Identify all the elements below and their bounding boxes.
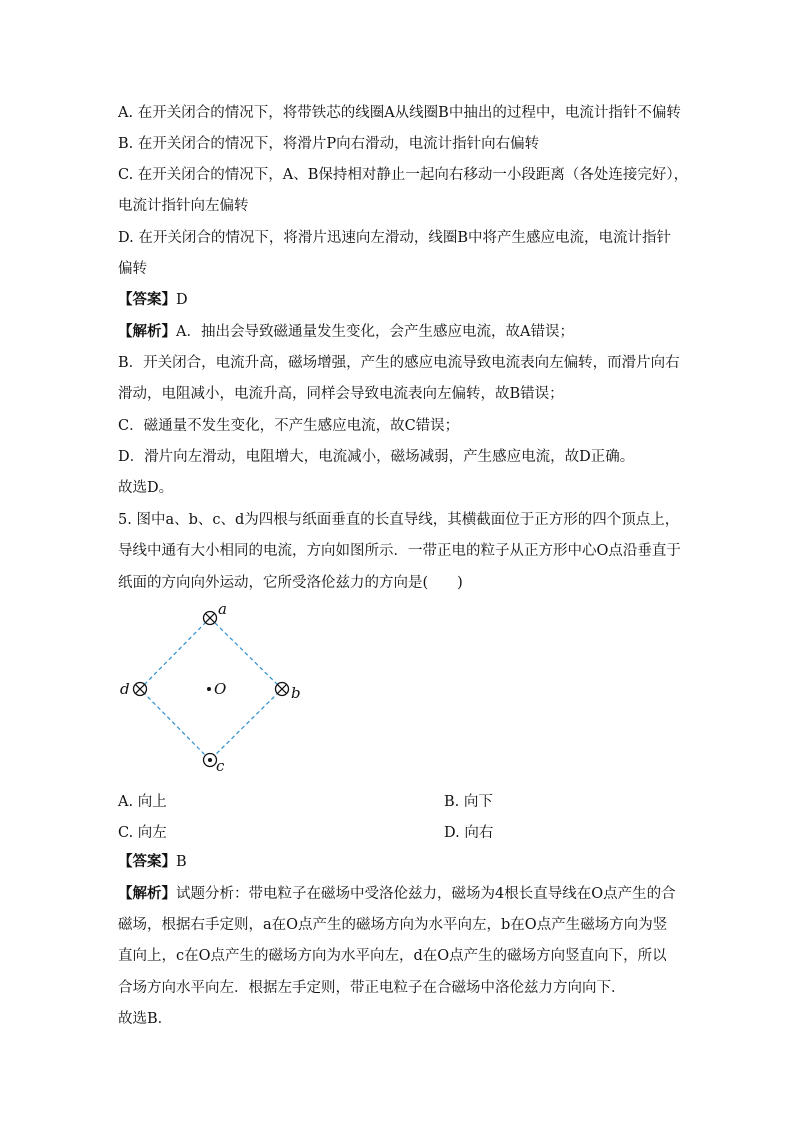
q5-analysis-tag: 【解析】 [118,885,176,902]
q4-analysis-line [118,322,574,342]
q4-analysis-text-1: B．开关闭合，电流升高，磁场增强，产生的感应电流导致电流表向左偏转，而滑片向右 [118,355,680,371]
q4-answer-value: D [176,292,188,308]
q5-analysis-text-1: 磁场，根据右手定则，a在O点产生的磁场方向为水平向左，b在O点产生磁场方向为竖 [118,917,668,933]
q4-option-d-line2: 偏转 [118,261,147,277]
label-d: d [120,680,130,698]
wire-d-into-page-icon [134,683,147,696]
q5-analysis-text-4: 故选B． [118,1011,173,1027]
q5-answer [118,852,187,872]
q5-option-b: B. 向下 [444,794,493,810]
q5-stem-line3: 纸面的方向向外运动，它所受洛伦兹力的方向是( ) [118,575,463,591]
wire-c-out-of-page-icon [204,754,217,767]
q4-option-b: B. 在开关闭合的情况下，将滑片P向右滑动，电流计指针向右偏转 [118,136,540,152]
q5-figure [110,598,310,778]
q5-analysis-text-3: 合场方向水平向左．根据左手定则，带正电粒子在合磁场中洛伦兹力方向向下． [118,980,626,996]
q5-option-a: A. 向上 [118,794,167,810]
q4-option-c-line1: C. 在开关闭合的情况下，A、B保持相对静止一起向右移动一小段距离（各处连接完好）， [118,167,689,183]
label-a: a [218,600,227,618]
label-b: b [291,684,301,702]
q5-analysis-text-0: 试题分析：带电粒子在磁场中受洛伦兹力，磁场为4根长直导线在O点产生的合 [176,886,676,902]
q4-analysis-text-0: A．抽出会导致磁通量发生变化，会产生感应电流，故A错误； [176,324,574,340]
q5-stem-line1: 5. 图中a、b、c、d为四根与纸面垂直的长直导线，其横截面位于正方形的四个顶点上， [118,512,680,528]
q4-analysis-text-4: D．滑片向左滑动，电阻增大，电流减小，磁场减弱，产生感应电流，故D正确。 [118,449,635,465]
q4-analysis-text-2: 滑动，电阻减小，电流升高，同样会导致电流表向左偏转，故B错误； [118,386,564,402]
q5-answer-tag: 【答案】 [118,853,176,870]
label-c: c [216,757,225,775]
q5-options-row2 [118,821,678,841]
wire-b-into-page-icon [276,683,289,696]
q4-analysis-text-5: 故选D。 [118,480,174,496]
q5-analysis-text-2: 直向上，c在O点产生的磁场方向为水平向左，d在O点产生的磁场方向竖直向下，所以 [118,948,667,964]
q4-option-c-line2: 电流计指针向左偏转 [118,198,249,214]
q5-option-d: D. 向右 [444,825,494,841]
q4-analysis-text-3: C．磁通量不发生变化，不产生感应电流，故C错误； [118,418,460,434]
q4-answer [118,290,188,310]
wire-square-diagram [110,598,310,778]
label-o: O [214,680,227,698]
q5-option-c: C. 向左 [118,825,167,841]
q5-answer-value: B [176,854,187,870]
q4-option-d-line1: D. 在开关闭合的情况下，将滑片迅速向左滑动，线圈B中将产生感应电流，电流计指针 [118,230,671,246]
q5-stem-line2: 导线中通有大小相同的电流，方向如图所示．一带正电的粒子从正方形中心O点沿垂直于 [118,543,681,559]
center-point-o [207,687,211,691]
q4-option-a: A. 在开关闭合的情况下，将带铁芯的线圈A从线圈B中抽出的过程中，电流计指针不偏转 [118,105,681,121]
q4-analysis-tag: 【解析】 [118,323,176,340]
wire-a-into-page-icon [204,612,217,625]
q4-answer-tag: 【答案】 [118,291,176,308]
q5-options-row1 [118,790,678,810]
q5-analysis-line [118,884,676,904]
